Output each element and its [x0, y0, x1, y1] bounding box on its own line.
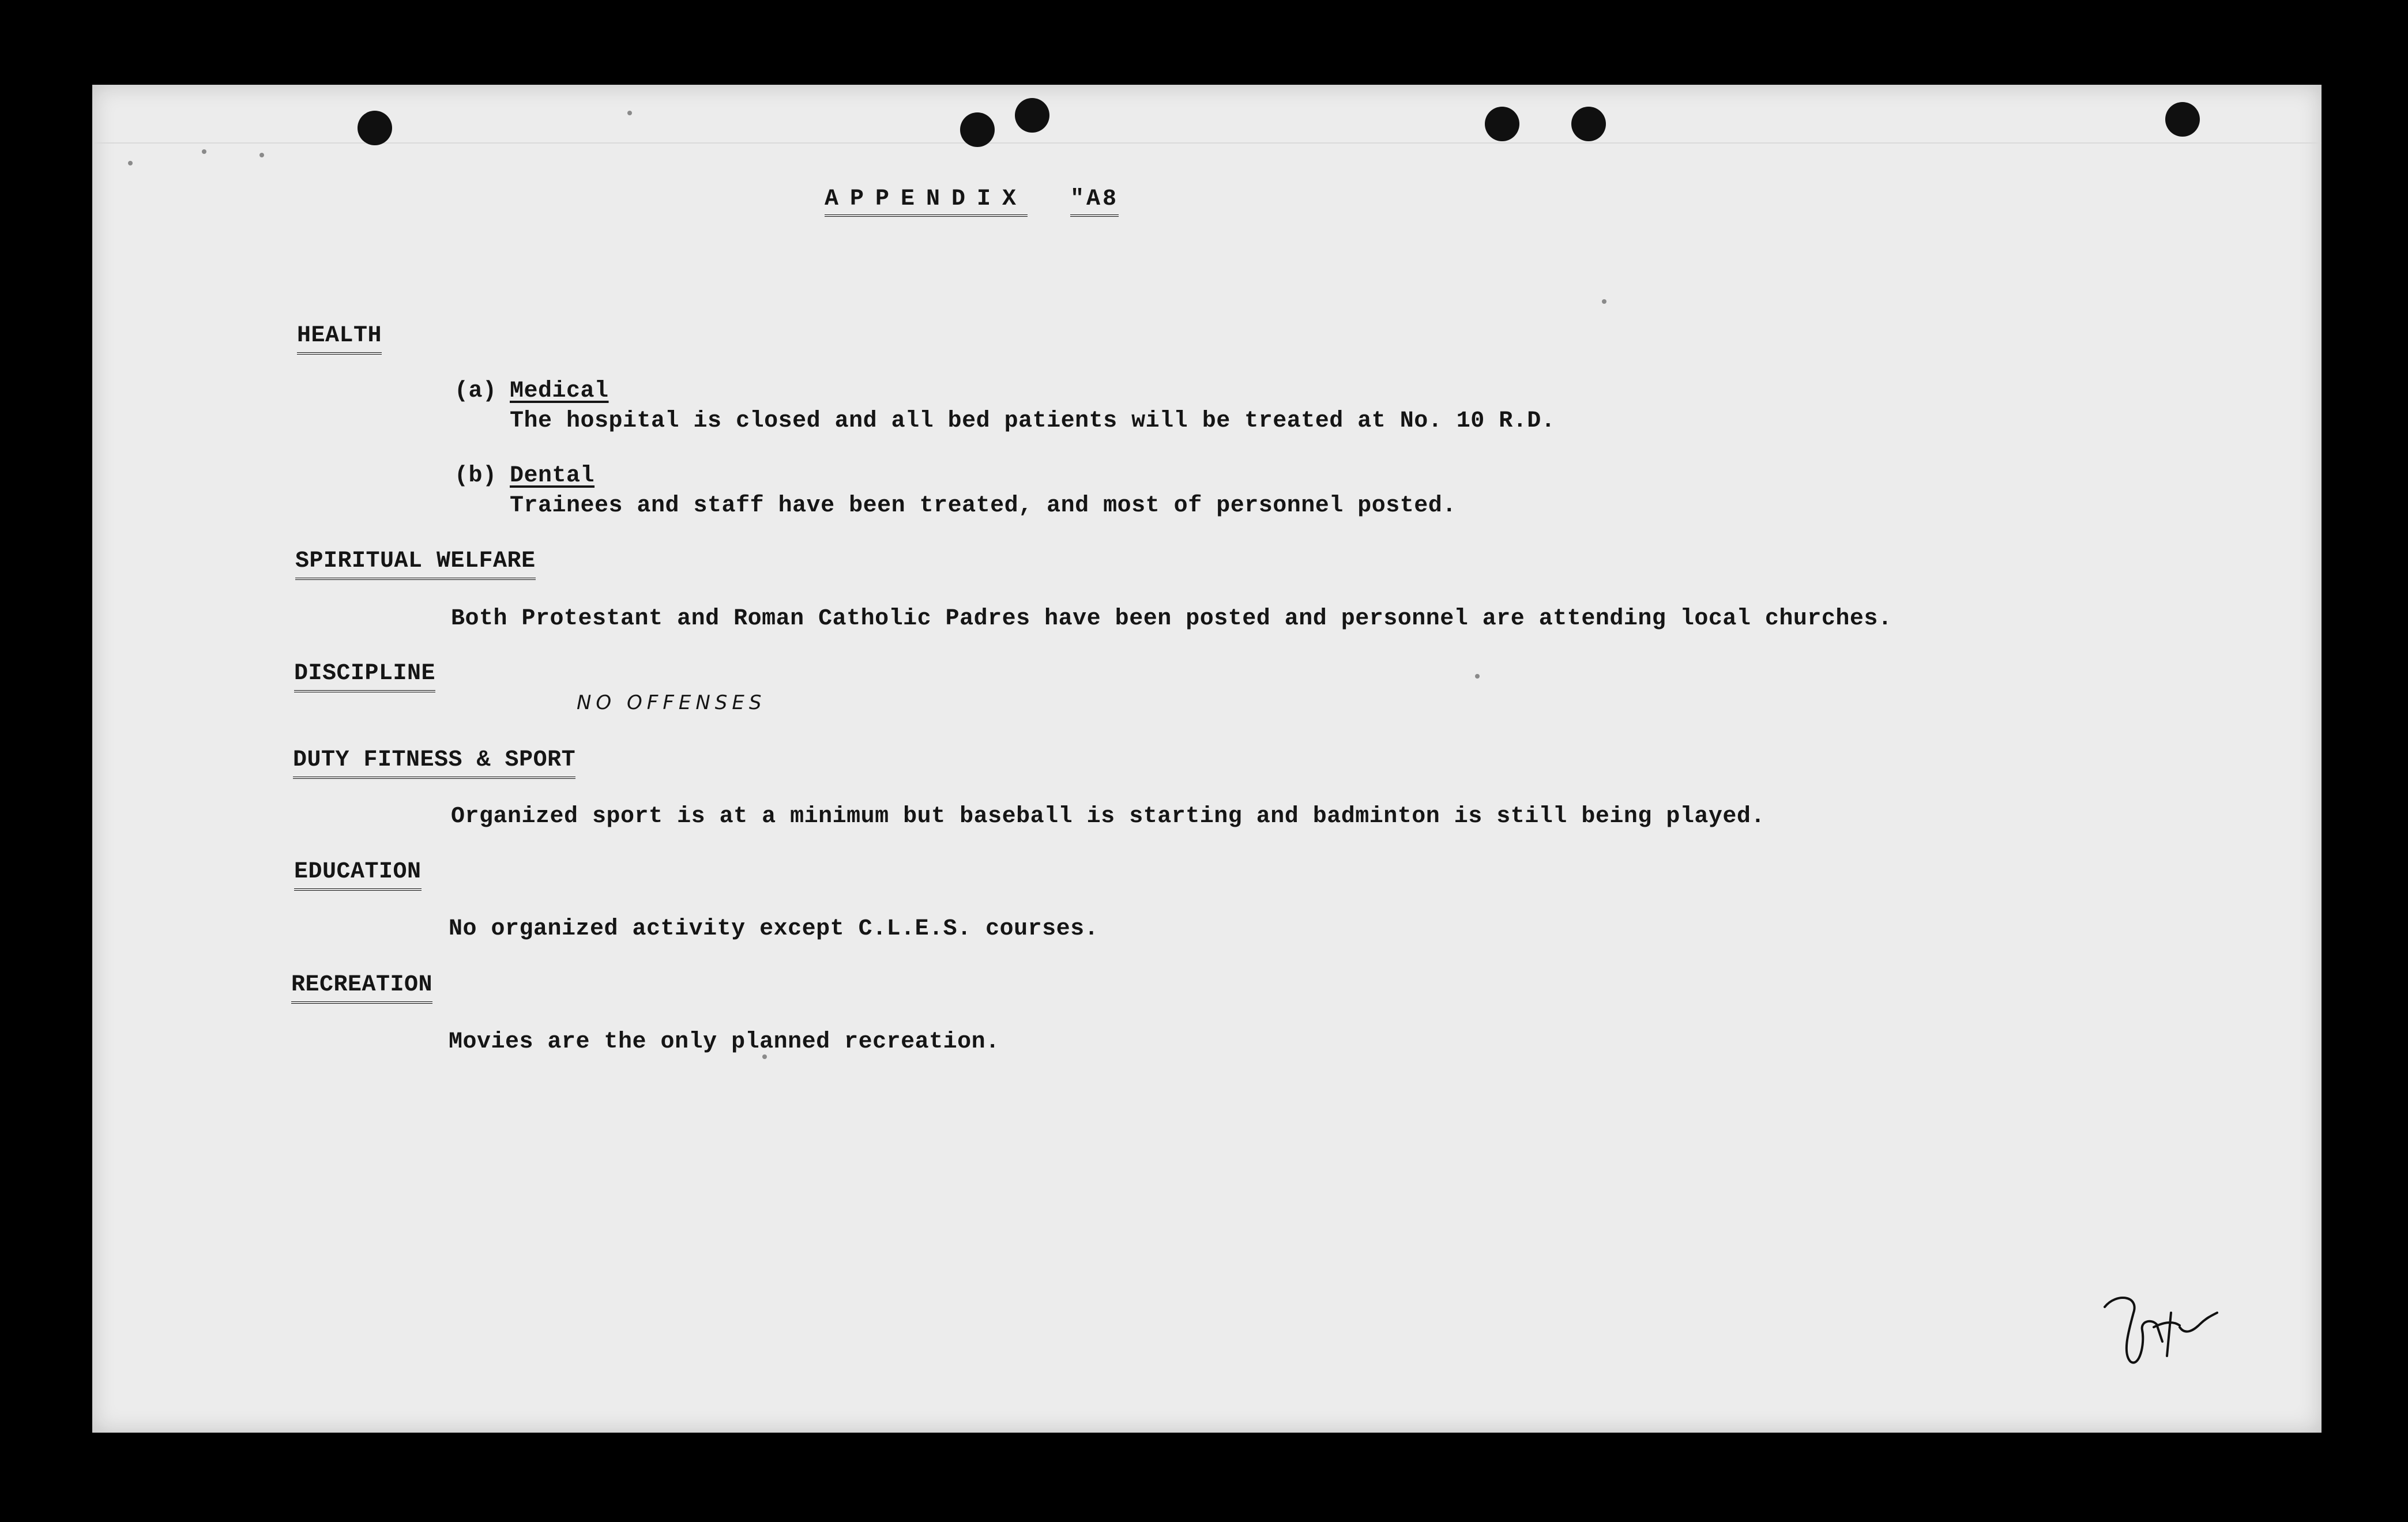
discipline-handwritten-note: NO OFFENSES — [577, 691, 766, 714]
punch-hole-icon — [960, 112, 995, 147]
recreation-heading: RECREATION — [291, 971, 432, 1004]
dust-speck — [627, 111, 632, 115]
page-title-text: APPENDIX — [825, 186, 1028, 217]
spiritual-text: Both Protestant and Roman Catholic Padres have been posted and personnel are attending local churches. — [451, 606, 1892, 632]
document-page — [92, 85, 2322, 1433]
medical-marker: (a) — [454, 378, 497, 404]
dust-speck — [1475, 674, 1480, 679]
dust-speck — [259, 153, 264, 157]
punch-hole-icon — [1015, 98, 1049, 133]
punch-hole-icon — [358, 111, 392, 145]
health-heading: HEALTH — [297, 322, 382, 355]
dental-marker: (b) — [454, 463, 497, 489]
page-title — [825, 186, 1119, 213]
duty-heading: DUTY FITNESS & SPORT — [293, 747, 575, 779]
discipline-heading: DISCIPLINE — [294, 660, 435, 692]
education-text: No organized activity except C.L.E.S. courses. — [449, 916, 1099, 942]
medical-text: The hospital is closed and all bed patients will be treated at No. 10 R.D. — [510, 408, 1556, 434]
duty-text: Organized sport is at a minimum but baseball is starting and badminton is still being played. — [451, 804, 1765, 830]
fold-line — [92, 142, 2322, 144]
dust-speck — [128, 161, 133, 165]
punch-hole-icon — [1571, 107, 1606, 141]
dental-text: Trainees and staff have been treated, and most of personnel posted. — [510, 493, 1457, 519]
education-heading: EDUCATION — [294, 858, 422, 891]
page-title-suffix: "A8 — [1070, 186, 1119, 217]
medical-title: Medical — [510, 378, 609, 404]
punch-hole-icon — [1485, 107, 1519, 141]
dental-title: Dental — [510, 463, 595, 489]
dust-speck — [202, 149, 206, 154]
spiritual-heading: SPIRITUAL WELFARE — [295, 548, 536, 580]
dust-speck — [1602, 299, 1606, 304]
handwritten-signature-icon — [2099, 1290, 2226, 1370]
punch-hole-icon — [2165, 102, 2200, 137]
recreation-text: Movies are the only planned recreation. — [449, 1029, 1000, 1055]
